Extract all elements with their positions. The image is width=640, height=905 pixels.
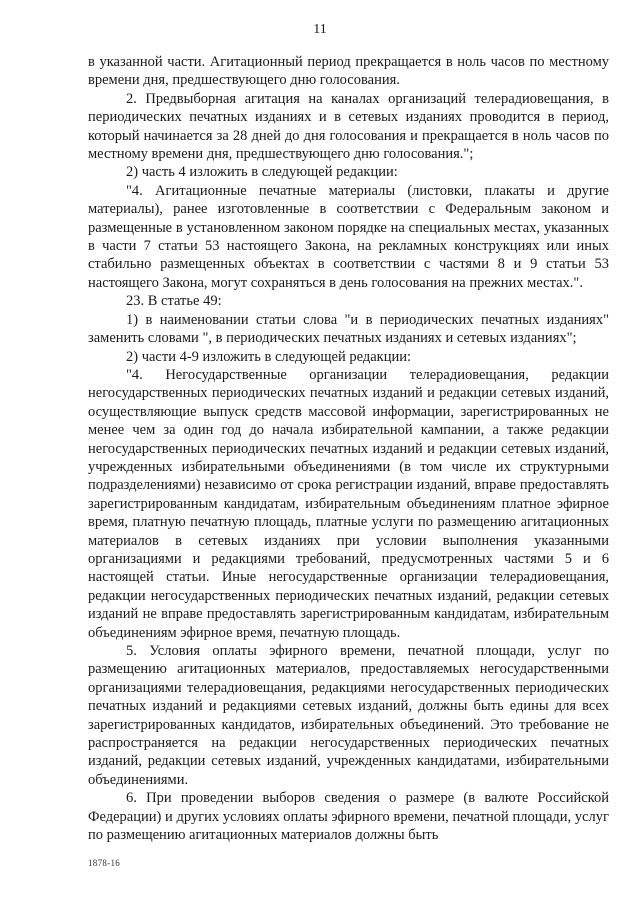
paragraph: "4. Агитационные печатные материалы (листовки, плакаты и другие материалы), ранее изготовленные в соответствии с Федеральным законом и размещенные в установленном законом порядке на специальных местах, указанных в части 7 статьи 53 настоящего Закона, на рекламных конструкциях или иных стабильно размещенных объектах в соответствии с частями 8 и 9 статьи 53 настоящего Закона, могут сохраняться в день голосования на прежних местах.". — [88, 182, 609, 291]
document-code: 1878-16 — [88, 858, 121, 868]
paragraph: 5. Условия оплаты эфирного времени, печатной площади, услуг по размещению агитационных материалов, предоставляемых негосударственными организациями телерадиовещания, редакциями негосударственных периодических печатных изданий и редакциями сетевых изданий, должны быть едины для всех зарегистрированных кандидатов, избирательных объединений. Это требование не распространяется на редакции негосударственных периодических печатных изданий, редакции сетевых изданий, учрежденных кандидатами, избирательными объединениями. — [88, 643, 609, 788]
page-number: 11 — [313, 22, 327, 37]
paragraph: 2) части 4-9 изложить в следующей редакции: — [126, 348, 412, 365]
paragraph: 1) в наименовании статьи слова "и в периодических печатных изданиях" заменить словами ", в периодических печатных изданиях и сетевых изданиях"; — [88, 311, 609, 347]
paragraph: 2) часть 4 изложить в следующей редакции: — [126, 164, 398, 181]
document-body — [88, 53, 609, 844]
paragraph: "4. Негосударственные организации телерадиовещания, редакции негосударственных периодических печатных изданий и редакции сетевых изданий, осуществляющие выпуск средств массовой информации, зарегистрированных не менее чем за один год до начала избирательной кампании, а также редакции негосударственных периодических печатных изданий и редакции сетевых изданий, учрежденных избирательными объединениями (в том числе их структурными подразделениями) независимо от срока регистрации изданий, вправе предоставлять зарегистрированным кандидатам, избирательным объединениям платное эфирное время, платную печатную площадь, платные услуги по размещению агитационных материалов в сетевых изданиях при условии выполнения указанными организациями и редакциями требований, предусмотренных частями 5 и 6 настоящей статьи. Иные негосударственные организации телерадиовещания, редакции негосударственных периодических печатных изданий, редакции сетевых изданий не вправе предоставлять зарегистрированным кандидатам, избирательным объединениям эфирное время, печатную площадь. — [88, 366, 609, 641]
paragraph: в указанной части. Агитационный период прекращается в ноль часов по местному времени дня, предшествующего дню голосования. — [88, 54, 609, 89]
paragraph: 6. При проведении выборов сведения о размере (в валюте Российской Федерации) и других условиях оплаты эфирного времени, печатной площади, услуг по размещению агитационных материалов должны быть — [88, 790, 609, 844]
paragraph: 2. Предвыборная агитация на каналах организаций телерадиовещания, в периодических печатных изданиях и в сетевых изданиях проводится в период, который начинается за 28 дней до дня голосования и прекращается в ноль часов по местному времени дня, предшествующего дню голосования."; — [88, 90, 609, 163]
paragraph: 23. В статье 49: — [126, 293, 222, 310]
